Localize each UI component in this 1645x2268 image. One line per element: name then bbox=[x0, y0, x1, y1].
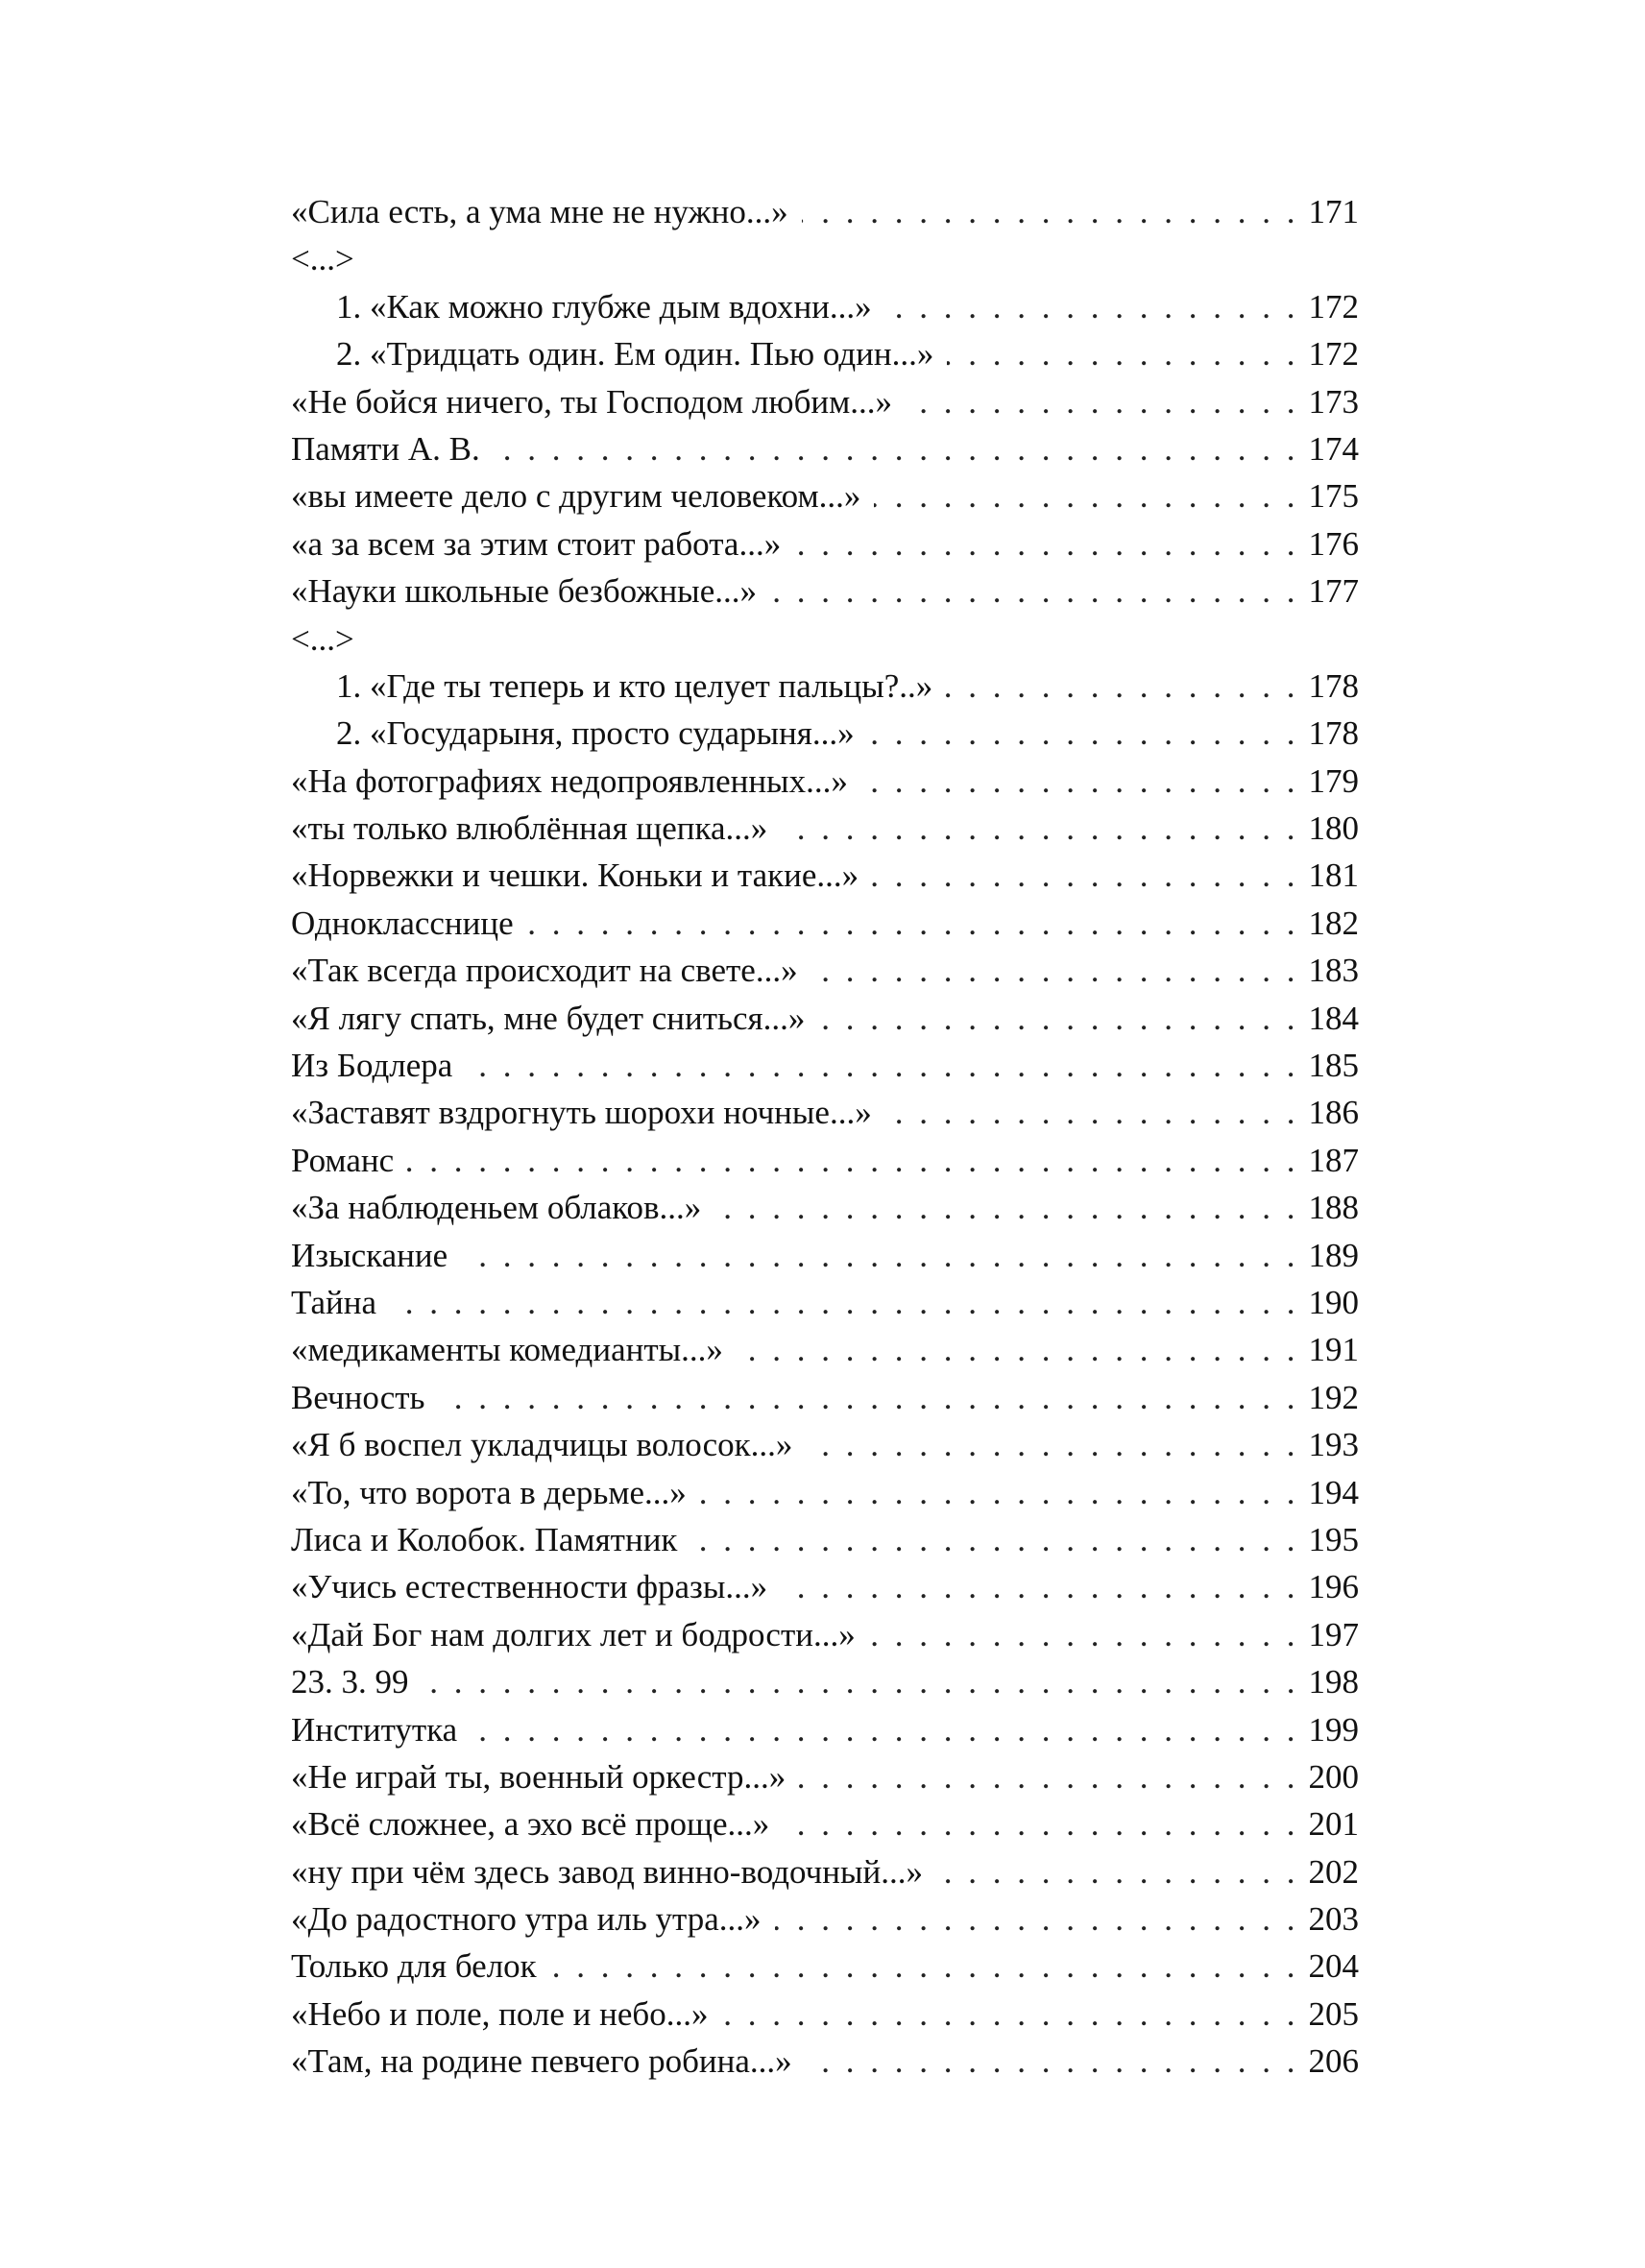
toc-entry bbox=[291, 1421, 1359, 1468]
toc-entry-page-number: 182 bbox=[1308, 904, 1359, 942]
toc-entry-title: «вы имеете дело с другим человеком...» bbox=[291, 477, 861, 516]
toc-entry bbox=[291, 1848, 1359, 1895]
toc-entry bbox=[291, 235, 1359, 282]
toc-entry bbox=[291, 1658, 1359, 1705]
toc-entry-title: 2. «Государыня, просто сударыня...» bbox=[336, 714, 855, 753]
toc-entry bbox=[291, 805, 1359, 852]
toc-entry-title: «Норвежки и чешки. Коньки и такие...» bbox=[291, 857, 859, 895]
toc-entry-title: «Науки школьные безбожные...» bbox=[291, 572, 757, 611]
toc-entry-page-number: 193 bbox=[1308, 1426, 1359, 1464]
toc-entry-title: Вечность bbox=[291, 1378, 425, 1416]
toc-entry bbox=[291, 425, 1359, 472]
dot-leader bbox=[439, 1374, 1299, 1421]
toc-entry-page-number: 174 bbox=[1308, 429, 1359, 468]
toc-entry-title: <...> bbox=[291, 619, 354, 658]
dot-leader bbox=[885, 283, 1299, 330]
toc-entry-page-number: 200 bbox=[1308, 1757, 1359, 1796]
toc-entry-page-number: 175 bbox=[1308, 477, 1359, 516]
dot-leader bbox=[737, 1326, 1299, 1373]
toc-entry bbox=[291, 1184, 1359, 1231]
toc-entry-page-number: 176 bbox=[1308, 524, 1359, 563]
dot-leader bbox=[806, 2038, 1299, 2085]
toc-entry-page-number: 181 bbox=[1308, 857, 1359, 895]
dot-leader bbox=[700, 1469, 1299, 1516]
dot-leader bbox=[494, 425, 1299, 472]
dot-leader bbox=[466, 1042, 1298, 1089]
toc-entry-title: Тайна bbox=[291, 1283, 377, 1321]
toc-entry-page-number: 188 bbox=[1308, 1189, 1359, 1227]
toc-entry-title: «На фотографиях недопроявленных...» bbox=[291, 761, 848, 800]
toc-entry-page-number: 173 bbox=[1308, 382, 1359, 421]
toc-entry-title: «Не бойся ничего, ты Господом любим...» bbox=[291, 382, 893, 421]
toc-entry bbox=[291, 852, 1359, 899]
toc-entry-page-number: 186 bbox=[1308, 1094, 1359, 1132]
dot-leader bbox=[874, 472, 1298, 519]
toc-entry-title: 1. «Где ты теперь и кто целует пальцы?..» bbox=[336, 666, 933, 705]
toc-entry-page-number: 189 bbox=[1308, 1236, 1359, 1274]
dot-leader bbox=[868, 710, 1299, 757]
toc-entry bbox=[291, 1137, 1359, 1184]
toc-entry-title: «Небо и поле, поле и небо...» bbox=[291, 1994, 709, 2033]
toc-entry bbox=[291, 188, 1359, 235]
toc-entry bbox=[291, 1942, 1359, 1990]
table-of-contents bbox=[291, 188, 1359, 2086]
toc-entry-title: Из Бодлера bbox=[291, 1047, 453, 1085]
toc-entry bbox=[291, 283, 1359, 330]
toc-entry-page-number: 203 bbox=[1308, 1900, 1359, 1939]
toc-entry-page-number: 201 bbox=[1308, 1805, 1359, 1844]
toc-entry-page-number: 185 bbox=[1308, 1047, 1359, 1085]
toc-entry-page-number: 184 bbox=[1308, 999, 1359, 1037]
dot-leader bbox=[869, 1611, 1299, 1658]
dot-leader bbox=[471, 1706, 1298, 1753]
toc-entry-page-number: 178 bbox=[1308, 714, 1359, 753]
toc-entry-page-number: 206 bbox=[1308, 2042, 1359, 2081]
toc-entry bbox=[291, 330, 1359, 377]
dot-leader bbox=[885, 1089, 1299, 1136]
dot-leader bbox=[818, 995, 1298, 1042]
dot-leader bbox=[781, 805, 1298, 852]
toc-entry-page-number: 190 bbox=[1308, 1283, 1359, 1321]
toc-entry-title: «медикаменты комедианты...» bbox=[291, 1331, 723, 1369]
toc-entry-title: «ты только влюблённая щепка...» bbox=[291, 809, 768, 848]
dot-leader bbox=[936, 1848, 1299, 1895]
toc-entry-page-number: 194 bbox=[1308, 1473, 1359, 1511]
toc-entry bbox=[291, 663, 1359, 710]
toc-entry-title: Изыскание bbox=[291, 1236, 448, 1274]
toc-entry-title: «Учись естественности фразы...» bbox=[291, 1568, 768, 1606]
toc-entry-title: «а за всем за этим стоит работа...» bbox=[291, 524, 782, 563]
toc-entry-page-number: 202 bbox=[1308, 1852, 1359, 1891]
dot-leader bbox=[811, 947, 1299, 994]
toc-entry bbox=[291, 1469, 1359, 1516]
toc-entry-page-number: 199 bbox=[1308, 1710, 1359, 1749]
toc-entry bbox=[291, 1991, 1359, 2038]
dot-leader bbox=[714, 1184, 1298, 1231]
toc-entry bbox=[291, 758, 1359, 805]
toc-entry-page-number: 195 bbox=[1308, 1520, 1359, 1558]
toc-entry bbox=[291, 1279, 1359, 1326]
toc-entry-title: «Не играй ты, военный оркестр...» bbox=[291, 1757, 786, 1796]
toc-entry-page-number: 172 bbox=[1308, 335, 1359, 374]
toc-entry bbox=[291, 1800, 1359, 1847]
toc-entry bbox=[291, 1042, 1359, 1089]
toc-entry-title: «Дай Бог нам долгих лет и бодрости...» bbox=[291, 1615, 856, 1653]
dot-leader bbox=[781, 1563, 1298, 1610]
dot-leader bbox=[527, 900, 1299, 947]
dot-leader bbox=[461, 1232, 1298, 1279]
toc-entry-title: Памяти А. В. bbox=[291, 429, 480, 468]
toc-entry-page-number: 197 bbox=[1308, 1615, 1359, 1653]
toc-entry bbox=[291, 472, 1359, 519]
toc-entry-title: «Сила есть, а ума мне не нужно...» bbox=[291, 193, 788, 230]
toc-entry bbox=[291, 1089, 1359, 1136]
toc-entry-page-number: 205 bbox=[1308, 1994, 1359, 2033]
toc-entry-title: «Так всегда происходит на свете...» bbox=[291, 952, 798, 990]
dot-leader bbox=[906, 378, 1298, 425]
toc-entry bbox=[291, 2038, 1359, 2085]
dot-leader bbox=[550, 1942, 1299, 1990]
toc-entry-page-number: 183 bbox=[1308, 952, 1359, 990]
dot-leader bbox=[861, 758, 1299, 805]
dot-leader bbox=[806, 1421, 1298, 1468]
toc-entry bbox=[291, 947, 1359, 994]
toc-entry bbox=[291, 1706, 1359, 1753]
toc-entry-title: Лиса и Колобок. Памятник bbox=[291, 1520, 678, 1558]
dot-leader bbox=[794, 520, 1298, 567]
dot-leader bbox=[721, 1991, 1298, 2038]
dot-leader bbox=[423, 1658, 1299, 1705]
toc-entry-title: «Я лягу спать, мне будет сниться...» bbox=[291, 999, 806, 1037]
dot-leader bbox=[947, 330, 1298, 377]
toc-entry bbox=[291, 1611, 1359, 1658]
toc-entry-title: «ну при чём здесь завод винно-водочный...» bbox=[291, 1852, 923, 1891]
toc-entry bbox=[291, 995, 1359, 1042]
toc-entry bbox=[291, 520, 1359, 567]
toc-entry-page-number: 180 bbox=[1308, 809, 1359, 848]
toc-entry-title: 1. «Как можно глубже дым вдохни...» bbox=[336, 287, 872, 326]
toc-entry bbox=[291, 710, 1359, 757]
toc-entry-page-number: 204 bbox=[1308, 1947, 1359, 1986]
toc-entry-title: 2. «Тридцать один. Ем один. Пью один...» bbox=[336, 335, 934, 374]
toc-entry-title: <...> bbox=[291, 240, 354, 278]
toc-entry bbox=[291, 1516, 1359, 1563]
toc-entry-page-number: 191 bbox=[1308, 1331, 1359, 1369]
toc-entry-title: «Там, на родине певчего робина...» bbox=[291, 2042, 792, 2081]
dot-leader bbox=[946, 663, 1298, 710]
toc-entry bbox=[291, 615, 1359, 663]
toc-entry bbox=[291, 1563, 1359, 1610]
toc-entry-title: «Я б воспел укладчицы волосок...» bbox=[291, 1426, 793, 1464]
toc-entry bbox=[291, 1232, 1359, 1279]
toc-entry-title: «Всё сложнее, а эхо всё проще...» bbox=[291, 1805, 770, 1844]
toc-entry bbox=[291, 1326, 1359, 1373]
dot-leader bbox=[770, 567, 1299, 615]
toc-entry-title: Романс bbox=[291, 1141, 395, 1179]
toc-entry-page-number: 171 bbox=[1308, 193, 1359, 230]
toc-entry bbox=[291, 1374, 1359, 1421]
toc-entry-title: Однокласснице bbox=[291, 904, 514, 942]
dot-leader bbox=[802, 188, 1299, 235]
toc-entry-page-number: 179 bbox=[1308, 761, 1359, 800]
dot-leader bbox=[783, 1800, 1298, 1847]
toc-entry-page-number: 196 bbox=[1308, 1568, 1359, 1606]
dot-leader bbox=[407, 1137, 1298, 1184]
toc-entry-page-number: 198 bbox=[1308, 1663, 1359, 1701]
toc-entry bbox=[291, 900, 1359, 947]
toc-entry-title: Институтка bbox=[291, 1710, 458, 1749]
dot-leader bbox=[775, 1895, 1299, 1942]
toc-entry-page-number: 178 bbox=[1308, 666, 1359, 705]
toc-entry-page-number: 192 bbox=[1308, 1378, 1359, 1416]
toc-entry-page-number: 187 bbox=[1308, 1141, 1359, 1179]
toc-entry-title: Только для белок bbox=[291, 1947, 537, 1986]
toc-entry-page-number: 172 bbox=[1308, 287, 1359, 326]
toc-entry-title: «Заставят вздрогнуть шорохи ночные...» bbox=[291, 1094, 872, 1132]
toc-entry-title: 23. 3. 99 bbox=[291, 1663, 409, 1701]
toc-entry bbox=[291, 1753, 1359, 1800]
toc-entry-title: «За наблюденьем облаков...» bbox=[291, 1189, 702, 1227]
toc-entry bbox=[291, 1895, 1359, 1942]
toc-entry-page-number: 177 bbox=[1308, 572, 1359, 611]
dot-leader bbox=[390, 1279, 1298, 1326]
dot-leader bbox=[690, 1516, 1298, 1563]
dot-leader bbox=[799, 1753, 1298, 1800]
toc-entry-title: «То, что ворота в дерьме...» bbox=[291, 1473, 687, 1511]
toc-entry bbox=[291, 567, 1359, 615]
toc-entry bbox=[291, 378, 1359, 425]
toc-entry-title: «До радостного утра иль утра...» bbox=[291, 1900, 762, 1939]
dot-leader bbox=[872, 852, 1298, 899]
